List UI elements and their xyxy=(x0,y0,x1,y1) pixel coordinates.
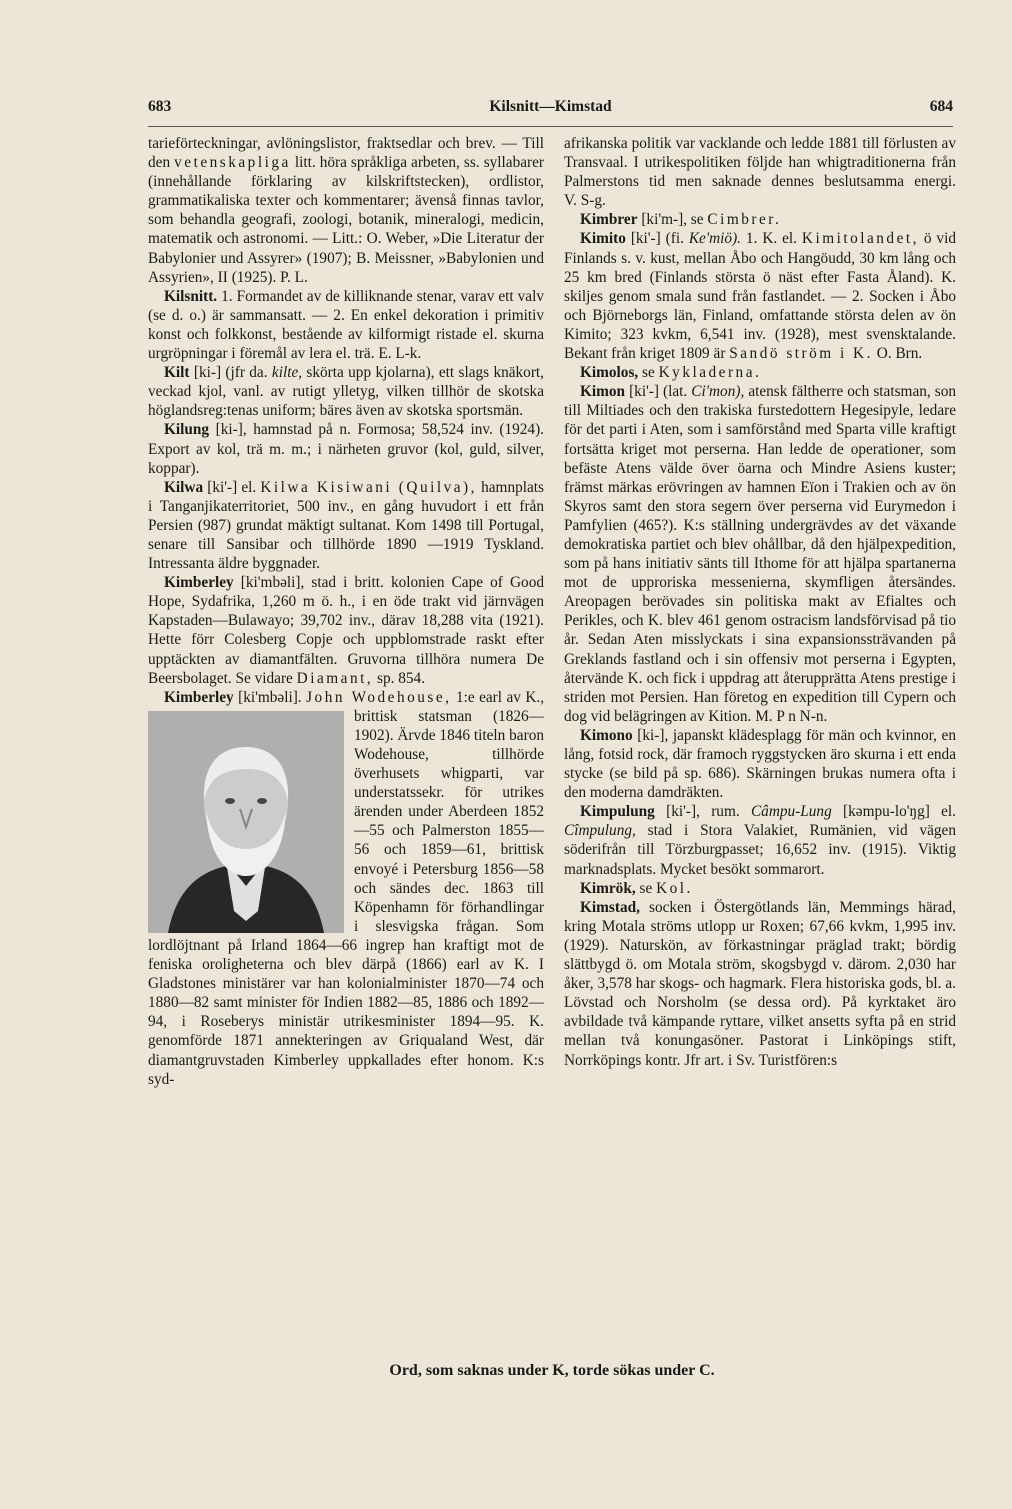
headword: Kilt xyxy=(164,364,190,382)
headword: Kimstad, xyxy=(580,898,640,916)
signature: O. Brn. xyxy=(876,345,923,363)
entry-continuation: tarieförteckningar, avlöningslistor, fraktsedlar och brev. — Till den vetenskapliga litt. höra språkliga arbeten, ss. syllabarer (innehållande förklaring av kilskriftstecken), ordlistor, grammatikaliska texter och kommentarer; ävenså finnas tavlor, som behandla geografi, zoologi, botanik, mineralogi, medicin, matematik och astronomi. — Litt.: O. Weber, »Die Literatur der Babylonier und Assyrer» (1907); B. Meissner, »Babylonien und Assyrien», II (1925). P. L. xyxy=(148,135,545,286)
entry-kimon: Kimon [ki'-] (lat. Ci'mon), atensk fältherre och statsman, son till Miltiades och den trakiska furstedottern Hegesipyle, ledare för det parti i Aten, som i samförstånd med Sparta ville kraftigt fortsätta kriget mot perserna. Han ledde de operationer, som befäste Atens välde över öarna och Mindre Asiens kuster; främst märkas erövringen av hamnen Eïon i Trakien och av ön Skyros samt den stora segern över perserna vid Eurymedon i Pamfylien (465?). K:s ställning undergrävdes av det växande demokratiska partiet och blev ohållbar, då den hjälpexpedition, som på hans initiativ sänts till Ithome för att hjälpa spartanerna mot de upproriska messenierna, skymfligen återsändes. Areopagen berövades sin politiska makt av Efialtes och Perikles, och K. blev 461 genom ostracism landsförvisad på tio år. Sedan Aten misslyckats i sina expansionssträvanden på Greklands fastland och i sin offensiv mot perserna i Egypten, återvände K. och fick i uppdrag att återupprätta Atens prestige i striden mot Persien. Han företog en expedition till Cypern och dog vid belägringen av Kition. M. P n N-n. xyxy=(564,383,956,725)
headword: Kimono xyxy=(580,726,633,744)
portrait-illustration xyxy=(148,711,344,933)
right-column xyxy=(564,134,956,1070)
page-number-left: 683 xyxy=(148,98,172,115)
footer-note: Ord, som saknas under K, torde sökas under C. xyxy=(389,1362,715,1379)
headword: Kimolos, xyxy=(580,364,639,382)
portrait-photo xyxy=(148,711,344,933)
entry-kimolos: Kimolos, se Kykladerna. xyxy=(580,364,762,382)
entry-kilung: Kilung [ki-], hamnstad på n. Formosa; 58,524 inv. (1924). Export av kol, trä m. m.; i närheten gruvor (kol, guld, silver, koppar). xyxy=(148,421,544,477)
signature: P. L. xyxy=(280,268,308,286)
signature: V. S-g. xyxy=(564,192,606,210)
headword: Kimberley xyxy=(164,574,234,592)
entry-kimito: Kimito [ki'-] (fi. Ke'miö). 1. K. el. Kimitolandet, ö vid Finlands s. v. kust, mellan Åbo och Hangöudd, 30 km lång och 25 km bred (Finlands största ö näst efter Fasta Åland). K. skiljes genom smala sund från fastlandet. — 2. Socken i Åbo och Björneborgs län, Finland, omfattande största delen av ön Kimito; 323 kvkm, 6,541 inv. (1928), mest svensktalande. Bekant från kriget 1809 är Sandö ström i K. O. Brn. xyxy=(564,230,956,363)
entry-kimpulung: Kimpulung [ki'-], rum. Câmpu-Lung [kəmpu-lo'ŋg] el. Cîmpulung, stad i Stora Valakiet, Rumänien, vid vägen söderifrån till Törzburgpasset; 16,652 inv. (1915). Viktig marknadsplats. Mycket besökt sommarort. xyxy=(564,803,956,878)
page-header xyxy=(148,98,953,124)
entry-continuation: afrikanska politik var vacklande och ledde 1881 till förlusten av Transvaal. I utrikespolitiken följde han whigtraditionerna från Palmerstons tid men saknade dennes beslutsamma energi. V. S-g. xyxy=(564,135,956,210)
headword: Kilwa xyxy=(164,478,204,496)
headword: Kilung xyxy=(164,421,210,439)
entry-kilwa: Kilwa [ki'-] el. Kilwa Kisiwani (Quilva), hamnplats i Tanganjikaterritoriet, 500 inv., en gång huvudort i ett från Persien (987) grundat mäktigt sultanat. Kom 1498 till Portugal, senare till Sansibar och tillhörde 1890 —1919 Tyskland. Intressanta äldre byggnader. xyxy=(148,478,544,573)
entry-kimberley-statesman: Kimberley [ki'mbəli]. John Wodehouse, 1:e earl av K., brittisk statsman (1826—1902). Ärvde 1846 titeln baron Wodehouse, tillhörde överhusets whigparti, var understatssekr. för utrikes ärenden under Aberdeen 1852—55 och Palmerston 1855—56 och 1859—61, brittisk envoyé i Petersburg 1856—58 och sändes dec. 1863 till Köpenhamn för förhandlingar i slesvigska frågan. Som lordlöjtnant på Irland 1864—66 ingrep han kraftigt mot de feniska oroligheterna och blev därpå (1866) earl av K. I Gladstones ministärer var han kolonialminister 1870—74 och 1880—82 samt minister för Indien 1882—85, 1886 och 1892—94, i Roseberys ministär utrikesminister 1894—95. K. genomförde 1871 annekteringen av Griqualand West, där diamantgruvstaden Kimberley uppkallades efter honom. K:s syd- xyxy=(148,688,545,1088)
headword: Kimberley xyxy=(164,688,234,706)
signature: M. P n N-n. xyxy=(755,707,828,725)
entry-kimbrer: Kimbrer [ki'm-], se Cimbrer. xyxy=(580,211,782,229)
entry-kimstad: Kimstad, socken i Östergötlands län, Memmings härad, kring Motala ströms utlopp ur Roxen; 67,66 kvkm, 1,995 inv. (1929). Naturskön, av förkastningar präglad trakt; bördig slättbygd ö. om Motala ström, skogsbygd v. därom. 2,030 har åker, 3,578 har skogs- och hagmark. Flera historiska gods, bl. a. Lövstad och Norsholm (se dessa ord). På kyrktaket äro avbildade två kämpande ryttare, vilket ansetts syfta på en strid mellan två konungasöner. Pastorat i Linköpings stift, Norrköpings kontr. Jfr art. i Sv. Turistfören:s xyxy=(564,898,956,1069)
headword: Kimpulung xyxy=(580,803,655,821)
headword: Kilsnitt. xyxy=(164,287,218,305)
entry-kimono: Kimono [ki-], japanskt klädesplagg för män och kvinnor, en lång, fotsid rock, där framoch ryggstycken äro skurna i ett enda stycke (se bild på sp. 686). Skärningen brukas numera ofta i den moderna damdräkten. xyxy=(564,726,956,802)
page-title: Kilsnitt—Kimstad xyxy=(489,98,612,115)
entry-kimrok: Kimrök, se Kol. xyxy=(580,879,693,897)
entry-kilt: Kilt [ki-] (jfr da. kilte, skörta upp kjolarna), ett slags knäkort, veckad kjol, vanl. av rutigt ylletyg, vilken tillhör de skotska höglandsreg:tenas uniform; bäres även av skotska sportsmän. xyxy=(148,364,544,420)
page-number-right: 684 xyxy=(929,98,953,115)
entry-kilsnitt: Kilsnitt. 1. Formandet av de killiknande stenar, varav ett valv (se d. o.) är sammansatt. — 2. En enkel dekoration i primitiv konst och folkkonst, bestående av kilformigt ristade el. skurna urgröpningar i föremål av lera el. trä. E. L-k. xyxy=(148,287,544,363)
header-rule xyxy=(148,126,953,127)
signature: E. L-k. xyxy=(378,345,422,363)
entry-kimberley-town: Kimberley [ki'mbəli], stad i britt. kolonien Cape of Good Hope, Sydafrika, 1,260 m ö. h., i en öde trakt vid järnvägen Kapstaden—Bulawayo; 39,702 inv., därav 18,288 vita (1921). Hette förr Colesberg Copje och uppblomstrade raskt efter upptäckten av diamantfälten. Gruvorna tillhöra numera De Beersbolaget. Se vidare Diamant, sp. 854. xyxy=(148,574,544,687)
left-column xyxy=(148,134,544,1089)
headword: Kimbrer xyxy=(580,211,638,229)
headword: Kimon xyxy=(580,383,626,401)
headword: Kimito xyxy=(580,230,626,248)
headword: Kimrök, xyxy=(580,879,636,897)
